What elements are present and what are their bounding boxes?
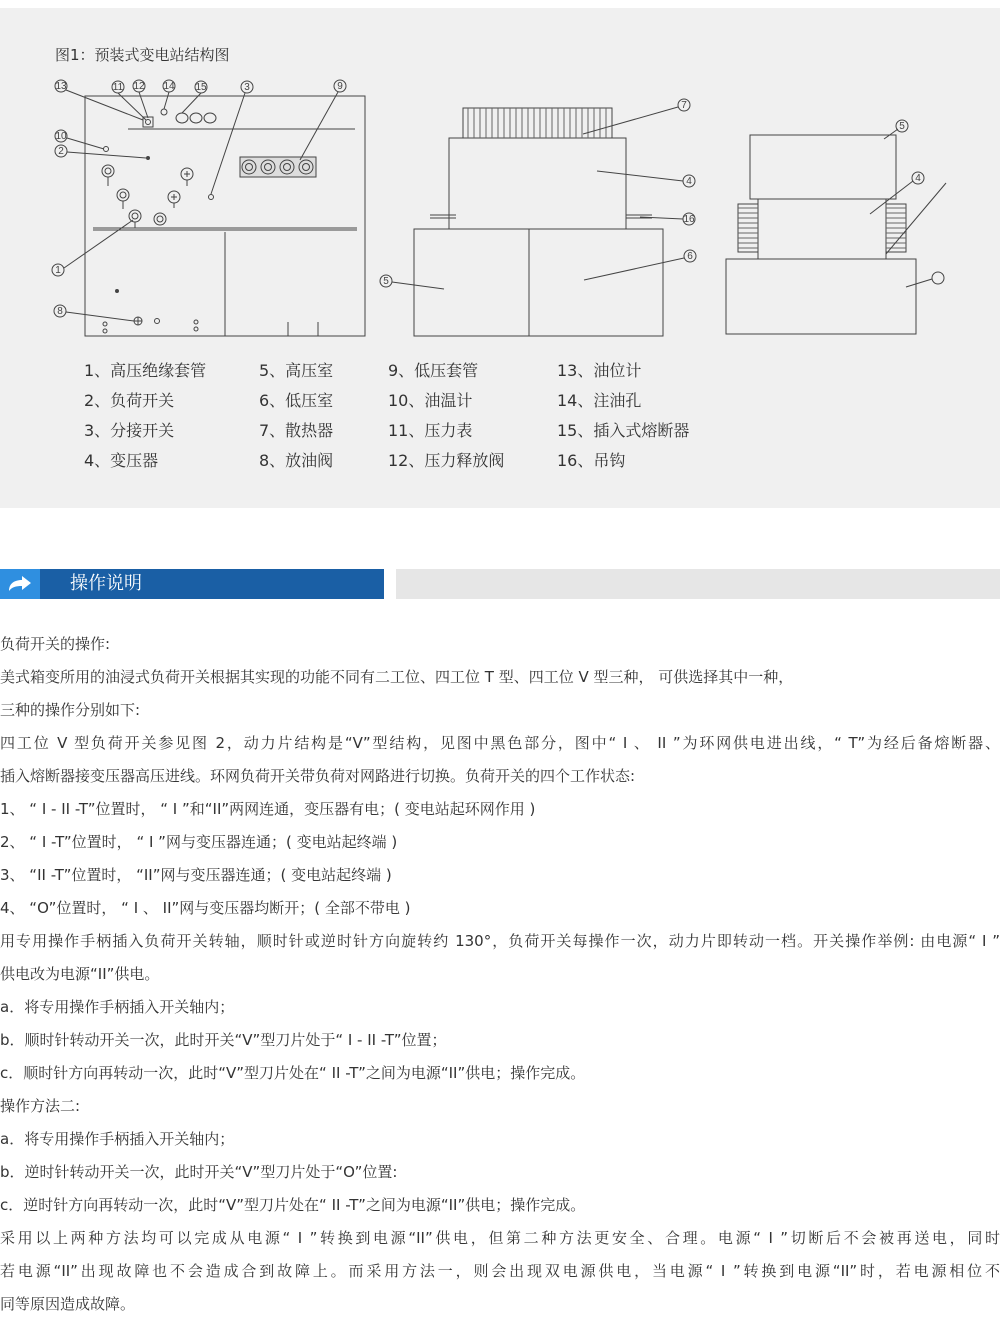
paragraph: 插入熔断器接变压器高压进线。环网负荷开关带负荷对网路进行切换。负荷开关的四个工作状态: bbox=[0, 767, 636, 785]
svg-text:6: 6 bbox=[687, 251, 693, 262]
section-header-bar bbox=[0, 569, 384, 599]
paragraph: 操作方法二: bbox=[0, 1097, 81, 1115]
svg-text:7: 7 bbox=[681, 100, 687, 111]
paragraph: 用专用操作手柄插入负荷开关转轴，顺时针或逆时针方向旋转约 130°，负荷开关每操作一次，动力片即转动一档。开关操作举例: 由电源“ I ” bbox=[0, 932, 1000, 950]
legend-item: 10、油温计 bbox=[388, 391, 473, 410]
paragraph: 2、 “ I -T”位置时， “ I ”网与变压器连通；( 变电站起终端 ) bbox=[0, 833, 398, 851]
legend-column bbox=[259, 360, 333, 480]
paragraph: 3、 “II -T”位置时， “II”网与变压器连通；( 变电站起终端 ) bbox=[0, 866, 392, 884]
legend-item: 13、油位计 bbox=[557, 361, 642, 380]
figure-panel bbox=[0, 8, 1000, 508]
legend-item: 8、放油阀 bbox=[259, 451, 334, 470]
paragraph: a．将专用操作手柄插入开关轴内； bbox=[0, 998, 235, 1016]
legend-column bbox=[388, 360, 504, 480]
legend-item: 3、分接开关 bbox=[84, 421, 175, 440]
paragraph: 1、 “ I - II -T”位置时， “ I ”和“II”两网连通，变压器有电；( 变电站起环网作用 ) bbox=[0, 800, 536, 818]
section-header bbox=[0, 569, 1000, 599]
svg-text:15: 15 bbox=[195, 82, 207, 93]
svg-text:11: 11 bbox=[112, 82, 124, 93]
figure-title: 图1：预装式变电站结构图 bbox=[55, 46, 230, 64]
paragraph: 采用以上两种方法均可以完成从电源“ I ”转换到电源“II”供电，但第二种方法更安全、合理。电源“ I ”切断后不会被再送电，同时 bbox=[0, 1229, 1000, 1247]
end-view bbox=[726, 120, 946, 334]
legend-column bbox=[557, 360, 689, 480]
paragraph: 4、 “O”位置时， “ I 、 II”网与变压器均断开；( 全部不带电 ) bbox=[0, 899, 411, 917]
legend-item: 5、高压室 bbox=[259, 361, 334, 380]
paragraph: 同等原因造成故障。 bbox=[0, 1295, 136, 1313]
side-view bbox=[380, 99, 696, 336]
legend-item: 7、散热器 bbox=[259, 421, 334, 440]
paragraph: a．将专用操作手柄插入开关轴内； bbox=[0, 1130, 235, 1148]
svg-text:4: 4 bbox=[686, 176, 692, 187]
section-header-rule bbox=[396, 569, 1000, 599]
paragraph: c．逆时针方向再转动一次，此时“V”型刀片处在“ II -T”之间为电源“II”供电；操作完成。 bbox=[0, 1196, 586, 1214]
svg-text:16: 16 bbox=[683, 214, 695, 225]
paragraph: 四工位 V 型负荷开关参见图 2，动力片结构是“V”型结构，见图中黑色部分，图中“ I 、 II ”为环网供电进出线，“ T”为经后备熔断器、 bbox=[0, 734, 1000, 752]
forward-arrow-icon bbox=[6, 574, 34, 598]
paragraph: c．顺时针方向再转动一次，此时“V”型刀片处在“ II -T”之间为电源“II”供电；操作完成。 bbox=[0, 1064, 586, 1082]
svg-text:13: 13 bbox=[55, 81, 67, 92]
svg-text:10: 10 bbox=[55, 131, 67, 142]
legend-item: 6、低压室 bbox=[259, 391, 334, 410]
legend-item: 1、高压绝缘套管 bbox=[84, 361, 207, 380]
svg-text:5: 5 bbox=[383, 276, 389, 287]
front-view bbox=[52, 80, 365, 336]
svg-text:5: 5 bbox=[899, 121, 905, 132]
svg-text:14: 14 bbox=[163, 81, 175, 92]
paragraph: 供电改为电源“II”供电。 bbox=[0, 965, 160, 983]
operation-instructions bbox=[0, 628, 1000, 1320]
paragraph: b．顺时针转动开关一次，此时开关“V”型刀片处于“ I - II -T”位置； bbox=[0, 1031, 447, 1049]
legend-column bbox=[84, 360, 206, 480]
legend-item: 12、压力释放阀 bbox=[388, 451, 505, 470]
svg-text:12: 12 bbox=[133, 81, 145, 92]
figure-legend bbox=[0, 360, 1000, 490]
paragraph: b．逆时针转动开关一次，此时开关“V”型刀片处于“O”位置: bbox=[0, 1163, 398, 1181]
legend-item: 16、吊钩 bbox=[557, 451, 626, 470]
svg-text:4: 4 bbox=[915, 173, 921, 184]
paragraph: 三种的操作分别如下: bbox=[0, 701, 141, 719]
legend-item: 14、注油孔 bbox=[557, 391, 642, 410]
legend-item: 4、变压器 bbox=[84, 451, 159, 470]
section-title: 操作说明 bbox=[70, 573, 142, 594]
svg-text:8: 8 bbox=[57, 306, 63, 317]
svg-text:1: 1 bbox=[55, 265, 61, 276]
svg-text:2: 2 bbox=[58, 146, 64, 157]
paragraph: 若电源“II”出现故障也不会造成合到故障上。而采用方法一，则会出现双电源供电，当电源“ I ”转换到电源“II”时，若电源相位不 bbox=[0, 1262, 1000, 1280]
legend-item: 11、压力表 bbox=[388, 421, 473, 440]
legend-item: 2、负荷开关 bbox=[84, 391, 175, 410]
svg-text:3: 3 bbox=[244, 82, 250, 93]
legend-item: 9、低压套管 bbox=[388, 361, 479, 380]
paragraph: 美式箱变所用的油浸式负荷开关根据其实现的功能不同有二工位、四工位 T 型、四工位 V 型三种， 可供选择其中一种， bbox=[0, 668, 794, 686]
legend-item: 15、插入式熔断器 bbox=[557, 421, 690, 440]
svg-text:9: 9 bbox=[337, 81, 343, 92]
paragraph: 负荷开关的操作: bbox=[0, 635, 111, 653]
